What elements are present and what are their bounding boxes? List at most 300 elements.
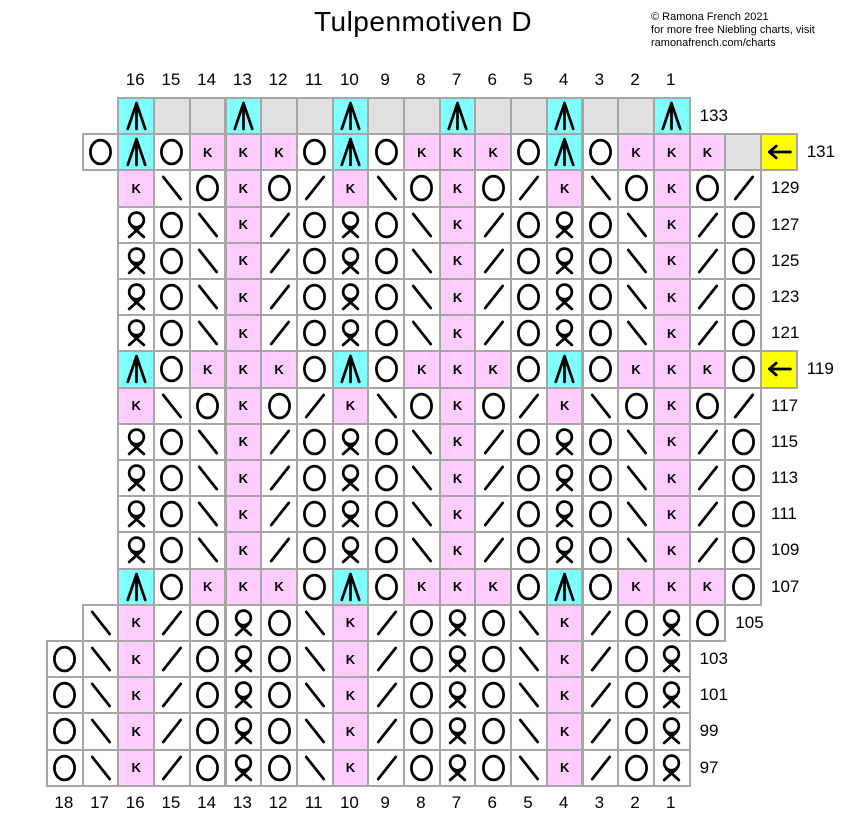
yarn-over-icon: [298, 533, 331, 567]
yarn-over-icon: [191, 171, 224, 205]
knit-cell: [225, 423, 263, 461]
row-number: 101: [699, 685, 728, 705]
ssk-cell: [82, 604, 120, 642]
yarn-over-cell: [510, 568, 548, 606]
yarn-over-icon: [155, 570, 188, 604]
knit-cell: [546, 604, 584, 642]
knit-cell: [439, 531, 477, 569]
ssk-icon: [512, 606, 545, 640]
yarn-over-cell: [474, 749, 512, 787]
yarn-over-cell: [189, 604, 227, 642]
yarn-over-icon: [155, 461, 188, 495]
knit-icon: K: [452, 398, 463, 414]
k2tog-icon: [584, 678, 617, 712]
double-decrease-cell: [332, 133, 370, 171]
yarn-over-icon: [584, 570, 617, 604]
knit-cell: [189, 133, 227, 171]
yarn-over-cell: [474, 640, 512, 678]
double-decrease-icon: [441, 99, 474, 133]
row-number: 125: [771, 250, 800, 270]
knit-cell: [332, 640, 370, 678]
ssk-cell: [296, 712, 334, 750]
yarn-over-cell: [296, 568, 334, 606]
bottom-column-number: 16: [125, 792, 145, 812]
yarn-over-icon: [512, 135, 545, 169]
ssk-icon: [584, 171, 617, 205]
yarn-over-cell: [724, 568, 762, 606]
yarn-over-icon: [191, 389, 224, 423]
double-decrease-cell: [117, 350, 155, 388]
yarn-over-cell: [474, 676, 512, 714]
knit-tbl-cell: [117, 531, 155, 569]
knit-icon: K: [452, 542, 463, 558]
k2tog-cell: [260, 242, 298, 280]
knit-cell: [117, 604, 155, 642]
yarn-over-cell: [153, 133, 191, 171]
knit-icon: K: [559, 398, 570, 414]
knit-tbl-icon: [120, 208, 153, 242]
ssk-cell: [189, 242, 227, 280]
yarn-over-cell: [582, 459, 620, 497]
knit-icon: K: [452, 506, 463, 522]
double-decrease-cell: [546, 133, 584, 171]
yarn-over-icon: [155, 208, 188, 242]
double-decrease-icon: [334, 570, 367, 604]
knit-cell: [117, 712, 155, 750]
bottom-column-number: 18: [54, 792, 74, 812]
knit-cell: [653, 278, 691, 316]
knit-cell: [225, 206, 263, 244]
knit-cell: [225, 278, 263, 316]
knit-tbl-cell: [117, 242, 155, 280]
yarn-over-cell: [689, 387, 727, 425]
knit-tbl-cell: [117, 206, 155, 244]
ssk-icon: [620, 425, 653, 459]
knit-cell: [225, 350, 263, 388]
knit-tbl-icon: [548, 316, 581, 350]
knit-tbl-icon: [120, 425, 153, 459]
work-direction-cell: [760, 350, 798, 388]
knit-cell: [439, 387, 477, 425]
yarn-over-cell: [296, 350, 334, 388]
knit-tbl-icon: [120, 244, 153, 278]
yarn-over-cell: [510, 242, 548, 280]
k2tog-cell: [153, 676, 191, 714]
knit-cell: [260, 133, 298, 171]
knit-icon: K: [417, 579, 427, 595]
k2tog-cell: [260, 459, 298, 497]
double-decrease-cell: [117, 97, 155, 135]
ssk-cell: [617, 495, 655, 533]
bottom-column-number: 12: [268, 792, 288, 812]
yarn-over-cell: [260, 387, 298, 425]
knit-cell: [225, 242, 263, 280]
k2tog-cell: [474, 459, 512, 497]
ssk-icon: [405, 280, 438, 314]
knit-tbl-cell: [225, 604, 263, 642]
double-decrease-cell: [653, 97, 691, 135]
k2tog-icon: [727, 389, 760, 423]
yarn-over-icon: [191, 606, 224, 640]
ssk-cell: [82, 640, 120, 678]
yarn-over-icon: [512, 425, 545, 459]
yarn-over-cell: [474, 604, 512, 642]
k2tog-cell: [260, 314, 298, 352]
yarn-over-cell: [582, 133, 620, 171]
yarn-over-cell: [367, 314, 405, 352]
k2tog-cell: [582, 712, 620, 750]
ssk-icon: [405, 316, 438, 350]
yarn-over-icon: [48, 642, 81, 676]
k2tog-cell: [689, 423, 727, 461]
knit-icon: K: [238, 325, 249, 341]
yarn-over-icon: [48, 751, 81, 785]
knit-icon: K: [702, 144, 713, 160]
knit-tbl-cell: [546, 314, 584, 352]
k2tog-cell: [474, 242, 512, 280]
knit-tbl-cell: [225, 712, 263, 750]
yarn-over-cell: [153, 206, 191, 244]
knit-icon: K: [238, 579, 249, 595]
k2tog-cell: [510, 387, 548, 425]
yarn-over-icon: [370, 244, 403, 278]
yarn-over-icon: [512, 570, 545, 604]
ssk-cell: [82, 712, 120, 750]
yarn-over-cell: [296, 133, 334, 171]
yarn-over-cell: [260, 712, 298, 750]
k2tog-icon: [370, 606, 403, 640]
knit-icon: K: [667, 361, 677, 377]
ssk-cell: [403, 314, 441, 352]
row-number: 121: [771, 323, 800, 343]
knit-tbl-icon: [227, 714, 260, 748]
yarn-over-cell: [582, 314, 620, 352]
ssk-icon: [370, 171, 403, 205]
knit-icon: K: [345, 687, 356, 703]
ssk-icon: [191, 497, 224, 531]
yarn-over-icon: [298, 280, 331, 314]
knit-tbl-cell: [546, 242, 584, 280]
double-decrease-cell: [117, 568, 155, 606]
yarn-over-icon: [405, 714, 438, 748]
knit-icon: K: [131, 760, 141, 776]
no-stitch-cell: [403, 97, 441, 135]
left-arrow-icon: [762, 135, 795, 169]
ssk-icon: [512, 751, 545, 785]
yarn-over-cell: [367, 423, 405, 461]
knit-cell: [439, 242, 477, 280]
ssk-icon: [191, 208, 224, 242]
knit-icon: K: [559, 760, 570, 776]
top-column-number: 9: [380, 70, 390, 89]
k2tog-icon: [477, 497, 510, 531]
knit-icon: K: [238, 289, 249, 305]
yarn-over-icon: [370, 425, 403, 459]
yarn-over-icon: [584, 497, 617, 531]
knit-cell: [474, 350, 512, 388]
yarn-over-cell: [296, 278, 334, 316]
knit-tbl-icon: [441, 642, 474, 676]
knit-tbl-cell: [546, 459, 584, 497]
knit-tbl-cell: [225, 640, 263, 678]
row-number: 109: [771, 540, 800, 560]
knit-tbl-cell: [439, 604, 477, 642]
double-decrease-cell: [332, 97, 370, 135]
yarn-over-icon: [298, 461, 331, 495]
yarn-over-cell: [403, 676, 441, 714]
no-stitch-cell: [582, 97, 620, 135]
yarn-over-cell: [189, 676, 227, 714]
yarn-over-icon: [727, 570, 760, 604]
ssk-cell: [617, 242, 655, 280]
knit-cell: [225, 568, 263, 606]
yarn-over-cell: [510, 531, 548, 569]
double-decrease-cell: [546, 97, 584, 135]
yarn-over-icon: [263, 171, 296, 205]
knit-icon: K: [702, 361, 713, 377]
bottom-column-number: 7: [451, 792, 462, 812]
k2tog-cell: [153, 604, 191, 642]
yarn-over-icon: [727, 461, 760, 495]
yarn-over-cell: [403, 640, 441, 678]
yarn-over-cell: [582, 531, 620, 569]
knit-cell: [653, 387, 691, 425]
yarn-over-icon: [263, 751, 296, 785]
knit-cell: [653, 206, 691, 244]
ssk-cell: [617, 278, 655, 316]
yarn-over-cell: [474, 387, 512, 425]
yarn-over-icon: [727, 316, 760, 350]
k2tog-icon: [477, 533, 510, 567]
yarn-over-icon: [405, 751, 438, 785]
bottom-column-number: 1: [666, 792, 676, 812]
ssk-icon: [84, 714, 117, 748]
yarn-over-cell: [260, 676, 298, 714]
bottom-column-number: 11: [304, 792, 323, 812]
yarn-over-icon: [691, 389, 724, 423]
k2tog-icon: [263, 280, 296, 314]
yarn-over-icon: [691, 606, 724, 640]
knit-icon: K: [488, 144, 498, 160]
knit-icon: K: [452, 289, 463, 305]
yarn-over-cell: [724, 423, 762, 461]
no-stitch-cell: [367, 97, 405, 135]
k2tog-cell: [474, 278, 512, 316]
knit-cell: [546, 169, 584, 207]
knit-icon: K: [274, 579, 284, 595]
knit-cell: [689, 350, 727, 388]
k2tog-cell: [260, 206, 298, 244]
yarn-over-cell: [510, 423, 548, 461]
yarn-over-icon: [727, 208, 760, 242]
knit-icon: K: [131, 398, 141, 414]
k2tog-cell: [367, 604, 405, 642]
k2tog-icon: [584, 751, 617, 785]
k2tog-cell: [367, 712, 405, 750]
knit-icon: K: [667, 434, 677, 450]
knit-icon: K: [488, 361, 498, 377]
yarn-over-cell: [367, 133, 405, 171]
yarn-over-cell: [153, 278, 191, 316]
knit-tbl-icon: [548, 497, 581, 531]
k2tog-icon: [263, 244, 296, 278]
knit-icon: K: [667, 217, 677, 233]
top-column-number: 5: [523, 70, 533, 89]
knit-icon: K: [702, 579, 713, 595]
yarn-over-cell: [46, 676, 84, 714]
knit-tbl-icon: [655, 606, 688, 640]
yarn-over-cell: [617, 712, 655, 750]
knit-cell: [225, 387, 263, 425]
ssk-cell: [403, 459, 441, 497]
ssk-icon: [84, 751, 117, 785]
k2tog-icon: [584, 642, 617, 676]
ssk-cell: [189, 531, 227, 569]
top-column-number: 10: [339, 70, 359, 89]
double-decrease-cell: [439, 97, 477, 135]
k2tog-cell: [474, 423, 512, 461]
knit-cell: [653, 459, 691, 497]
k2tog-icon: [298, 389, 331, 423]
double-decrease-icon: [334, 99, 367, 133]
yarn-over-icon: [620, 389, 653, 423]
k2tog-cell: [260, 531, 298, 569]
no-stitch-cell: [153, 97, 191, 135]
double-decrease-icon: [334, 135, 367, 169]
yarn-over-icon: [370, 316, 403, 350]
double-decrease-icon: [655, 99, 688, 133]
knit-icon: K: [417, 361, 427, 377]
knit-icon: K: [631, 144, 641, 160]
double-decrease-cell: [332, 568, 370, 606]
k2tog-icon: [370, 751, 403, 785]
yarn-over-icon: [263, 389, 296, 423]
no-stitch-cell: [724, 133, 762, 171]
top-column-number: 3: [594, 70, 605, 89]
k2tog-cell: [153, 749, 191, 787]
yarn-over-icon: [155, 497, 188, 531]
yarn-over-cell: [582, 495, 620, 533]
k2tog-icon: [477, 244, 510, 278]
yarn-over-cell: [474, 712, 512, 750]
knit-tbl-cell: [546, 495, 584, 533]
knit-cell: [225, 133, 263, 171]
yarn-over-cell: [582, 350, 620, 388]
ssk-cell: [617, 423, 655, 461]
k2tog-icon: [155, 751, 188, 785]
knit-tbl-icon: [334, 316, 367, 350]
knit-icon: K: [631, 361, 641, 377]
yarn-over-icon: [263, 678, 296, 712]
knit-tbl-icon: [334, 244, 367, 278]
k2tog-cell: [260, 495, 298, 533]
knit-tbl-icon: [334, 208, 367, 242]
page-title: Tulpenmotiven D: [313, 6, 533, 37]
k2tog-icon: [584, 714, 617, 748]
knit-cell: [474, 568, 512, 606]
yarn-over-cell: [260, 169, 298, 207]
yarn-over-cell: [153, 531, 191, 569]
ssk-icon: [620, 533, 653, 567]
no-stitch-cell: [617, 97, 655, 135]
ssk-icon: [584, 389, 617, 423]
knit-cell: [439, 169, 477, 207]
yarn-over-icon: [155, 533, 188, 567]
yarn-over-icon: [370, 533, 403, 567]
k2tog-icon: [691, 280, 724, 314]
knit-icon: K: [238, 361, 249, 377]
knit-tbl-cell: [117, 495, 155, 533]
yarn-over-cell: [724, 206, 762, 244]
k2tog-icon: [512, 171, 545, 205]
yarn-over-cell: [153, 459, 191, 497]
knit-tbl-cell: [439, 640, 477, 678]
k2tog-icon: [263, 533, 296, 567]
knit-tbl-cell: [546, 531, 584, 569]
knit-icon: K: [345, 760, 356, 776]
row-number: 103: [699, 649, 728, 668]
ssk-cell: [617, 459, 655, 497]
ssk-cell: [189, 278, 227, 316]
ssk-icon: [512, 642, 545, 676]
top-column-number: 15: [161, 70, 181, 89]
double-decrease-cell: [225, 97, 263, 135]
row-number: 115: [771, 431, 799, 451]
knit-icon: K: [559, 687, 570, 703]
knit-cell: [439, 133, 477, 171]
knit-tbl-cell: [653, 712, 691, 750]
top-column-number: 6: [487, 70, 497, 89]
bottom-column-number: 9: [380, 792, 390, 812]
ssk-cell: [153, 387, 191, 425]
yarn-over-cell: [367, 568, 405, 606]
row-number: 97: [699, 757, 719, 777]
ssk-cell: [189, 423, 227, 461]
yarn-over-cell: [260, 749, 298, 787]
yarn-over-cell: [689, 169, 727, 207]
yarn-over-cell: [582, 206, 620, 244]
bottom-column-number: 10: [339, 792, 359, 812]
credit-line-1: © Ramona French 2021: [651, 11, 769, 23]
knit-tbl-cell: [225, 676, 263, 714]
yarn-over-icon: [477, 171, 510, 205]
knit-cell: [403, 133, 441, 171]
knit-tbl-cell: [653, 749, 691, 787]
yarn-over-icon: [584, 244, 617, 278]
k2tog-cell: [582, 749, 620, 787]
knit-icon: K: [452, 144, 463, 160]
knit-tbl-icon: [227, 678, 260, 712]
k2tog-cell: [474, 495, 512, 533]
ssk-cell: [403, 278, 441, 316]
bottom-column-number: 4: [558, 792, 569, 812]
no-stitch-cell: [296, 97, 334, 135]
yarn-over-cell: [367, 495, 405, 533]
knit-cell: [474, 133, 512, 171]
knit-icon: K: [238, 180, 249, 196]
double-decrease-cell: [332, 350, 370, 388]
knit-icon: K: [131, 615, 141, 631]
knit-icon: K: [274, 361, 284, 377]
ssk-cell: [403, 242, 441, 280]
knit-cell: [403, 350, 441, 388]
ssk-icon: [191, 533, 224, 567]
knit-tbl-icon: [441, 606, 474, 640]
yarn-over-icon: [298, 425, 331, 459]
yarn-over-icon: [298, 135, 331, 169]
bottom-column-number: 2: [630, 792, 640, 812]
k2tog-icon: [263, 425, 296, 459]
